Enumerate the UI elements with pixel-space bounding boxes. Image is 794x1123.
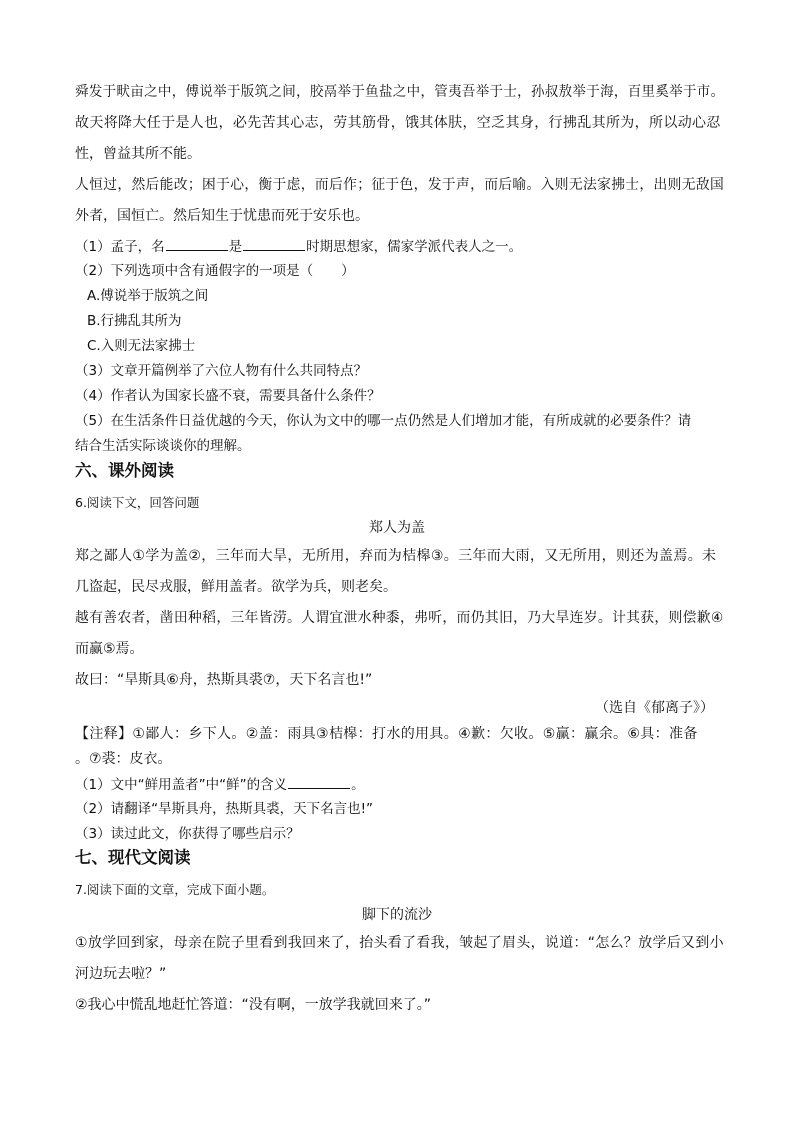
question-text: 是: [228, 239, 243, 255]
question-text: （2）下列选项中含有通假字的一项是（: [75, 263, 314, 279]
notes-line: 。⑦裘：皮衣。: [75, 751, 172, 767]
section-intro: 6.阅读下文，回答问题: [75, 495, 200, 510]
passage-line: 性，曾益其所不能。: [75, 146, 201, 162]
passage-line: ②我心中慌乱地赶忙答道：“没有啊，一放学我就回来了。”: [75, 997, 432, 1013]
passage-line: 河边玩去啦？”: [75, 966, 167, 982]
question-5-cont: 结合生活实际谈谈你的理解。: [75, 438, 251, 454]
answer-blank[interactable]: [288, 774, 350, 789]
option-b: B.行拂乱其所为: [87, 313, 182, 329]
passage-line: 人恒过，然后能改；困于心，衡于虑，而后作；征于色，发于声，而后喻。入则无法家拂士，出则无敌国: [75, 177, 725, 193]
question-3: （3）读过此文，你获得了哪些启示？: [75, 826, 300, 842]
question-text: （1）文中“鲜用盖者”中“鲜”的含义: [75, 777, 288, 793]
option-a: A.傅说举于版筑之间: [87, 288, 209, 304]
notes-line: 【注释】①鄙人：乡下人。②盖：雨具③桔槔：打水的用具。④歉：欠收。⑤赢：赢余。⑥具：准备: [75, 726, 698, 742]
passage-line: 故天将降大任于是人也，必先苦其心志，劳其筋骨，饿其体肤，空乏其身，行拂乱其所为，所以动心忍: [75, 115, 721, 131]
source-citation: （选自《郁离子》）: [595, 700, 714, 716]
passage-line: 越有善农者，凿田种稻，三年皆涝。人谓宜泄水种黍，弗听，而仍其旧，乃大旱连岁。计其获，则偿歉④: [75, 610, 724, 626]
passage-line: 而赢⑤焉。: [75, 641, 144, 657]
question-4: （4）作者认为国家长盛不衰，需要具备什么条件？: [75, 388, 381, 404]
question-1: [75, 774, 365, 795]
passage-line: ①放学回到家，母亲在院子里看到我回来了，抬头看了看我，皱起了眉头，说道：“怎么？放学后又到小: [75, 935, 724, 951]
article-title: 脚下的流沙: [362, 907, 432, 923]
question-text: 时期思想家，儒家学派代表人之一。: [306, 239, 523, 255]
question-5: （5）在生活条件日益优越的今天，你认为文中的哪一点仍然是人们增加才能，有所成就的必要条件？请: [75, 413, 692, 429]
section-heading: 六、课外阅读: [75, 461, 174, 480]
answer-blank[interactable]: [166, 236, 228, 251]
answer-blank[interactable]: [243, 236, 305, 251]
passage-line: 外者，国恒亡。然后知生于忧患而死于安乐也。: [75, 208, 369, 224]
section-intro: 7.阅读下面的文章，完成下面小题。: [75, 882, 275, 897]
passage-line: 舜发于畎亩之中，傅说举于版筑之间，胶鬲举于鱼盐之中，管夷吾举于士，孙叔敖举于海，百里奚举于市。: [75, 84, 725, 100]
article-title: 郑人为盖: [369, 520, 425, 536]
passage-line: 郑之鄙人①学为盖②，三年而大旱，无所用，弃而为桔槔③。三年而大雨，又无所用，则还为盖焉。未: [75, 548, 717, 564]
option-c: C.入则无法家拂士: [87, 338, 196, 354]
question-text: 。: [351, 777, 365, 793]
question-1: [75, 236, 522, 257]
question-text: （1）孟子，名: [75, 239, 165, 255]
question-3: （3）文章开篇例举了六位人物有什么共同特点？: [75, 363, 368, 379]
section-heading: 七、现代文阅读: [75, 848, 191, 867]
passage-line: 故曰：“旱斯具⑥舟，热斯具裘⑦，天下名言也!”: [75, 672, 373, 688]
passage-line: 几盗起，民尽戎服，鲜用盖者。欲学为兵，则老矣。: [75, 579, 397, 595]
question-2: （2）请翻译“旱斯具舟，热斯具裘，天下名言也!”: [75, 801, 373, 817]
question-2: [75, 261, 355, 281]
question-text: ）: [341, 263, 355, 279]
